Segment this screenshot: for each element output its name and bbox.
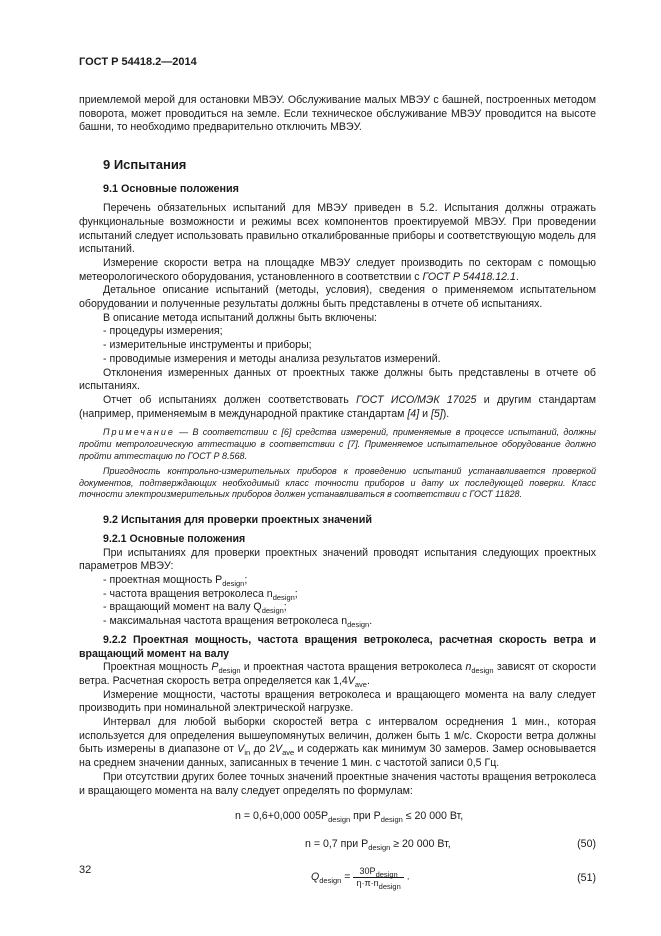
fraction: $\frac{30P_{design}}{\eta\cdot\pi\cdot n_{design}}$ bbox=[353, 866, 403, 889]
equation-number: (50) bbox=[577, 838, 596, 851]
section-9-1-title: 9.1 Основные положения bbox=[103, 183, 239, 196]
paragraph: Измерение скорости ветра на площадке МВЭУ следует производить по секторам с помощью метеорологического оборудования, установленного в соответствии с ГОСТ Р 54418.12.1. bbox=[79, 256, 596, 283]
formula-torque: $Q_{design}$ = $\frac{30P_{design}}{\eta\cdot\pi\cdot n_{design}}$ . bbox=[311, 866, 410, 892]
paragraph: При отсутствии других более точных значений проектные значения частоты вращения ветроколеса и вращающего момента на валу следует определять по формулам: bbox=[79, 770, 596, 797]
section-9-title: 9 Испытания bbox=[103, 157, 187, 173]
paragraph: Детальное описание испытаний (методы, условия), сведения о применяемом испытательном оборудовании и полученные результаты должны быть представлены в отчете об испытаниях. bbox=[79, 284, 596, 311]
equation-number: (51) bbox=[577, 872, 596, 885]
list-item: - вращающий момент на валу $Q_{design}$; bbox=[103, 601, 287, 616]
paragraph: Перечень обязательных испытаний для МВЭУ приведен в 5.2. Испытания должны отражать функциональные возможности и режимы всех компонентов проектируемой МВЭУ. При проведении испытаний следует использовать правильно откалиброванные приборы и соответствующую модель для испытаний. bbox=[79, 202, 596, 256]
paragraph: В описание метода испытаний должны быть включены: bbox=[103, 311, 378, 324]
formula-row bbox=[79, 810, 596, 832]
note: Пригодность контрольно-измерительных приборов к проведению испытаний устанавливается проверкой документов, подтверждающих необходимый класс точности приборов и дату их последующей поверки. Класс точности электроизмерительных приборов должен устанавливаться в соответствии с ГОСТ 11828. bbox=[79, 466, 596, 500]
note: Примечание — В соответствии с [6] средства измерений, применяемые в процессе испытаний, должны пройти метрологическую аттестацию в соответствии с [7]. Применяемое испытательное оборудование должно пройти аттестацию по ГОСТ Р 8.568. bbox=[79, 427, 596, 461]
document-code: ГОСТ Р 54418.2—2014 bbox=[79, 56, 197, 68]
section-9-2-1-title: 9.2.1 Основные положения bbox=[103, 532, 246, 545]
note-label: Примечание bbox=[103, 427, 175, 438]
paragraph: Отклонения измеренных данных от проектных также должны быть представлены в отчете об испытаниях. bbox=[79, 366, 596, 393]
section-9-2-title: 9.2 Испытания для проверки проектных значений bbox=[103, 513, 372, 526]
paragraph: Интервал для любой выборки скоростей ветра с интервалом осреднения 1 мин., которая используется для определения вышеупомянутых величин, должен быть 1 м/с. Скорости ветра должны быть измерены в диапазоне от $V_{in}$ до $2V_{ave}$ и содержать как минимум 30 замеров. Замер основывается на среднем значении данных, записанных в течение 1 мин. с частотой записи 0,5 Гц. bbox=[79, 716, 596, 770]
standard-reference: ГОСТ Р 54418.12.1 bbox=[422, 270, 516, 283]
section-9-2-2-title: 9.2.2 Проектная мощность, частота вращения ветроколеса, расчетная скорость ветра и вращающий момент на валу bbox=[79, 633, 596, 660]
list-item: - проводимые измерения и методы анализа результатов измерений. bbox=[103, 352, 441, 365]
page-content bbox=[79, 94, 596, 900]
list-item: - измерительные инструменты и приборы; bbox=[103, 339, 312, 352]
paragraph: При испытаниях для проверки проектных значений проводят испытания следующих проектных параметров МВЭУ: bbox=[79, 546, 596, 573]
formula-row bbox=[79, 838, 596, 860]
paragraph: Проектная мощность $P_{design}$ и проектная частота вращения ветроколеса $n_{design}$ зависят от скорости ветра. Расчетная скорость ветра определяется как $1,4V_{ave}$. bbox=[79, 661, 596, 690]
formula-row bbox=[79, 864, 596, 900]
list-item: - процедуры измерения; bbox=[103, 325, 223, 338]
list-item: - проектная мощность $P_{design}$; bbox=[103, 574, 248, 589]
page-number: 32 bbox=[79, 864, 92, 876]
standard-reference: ГОСТ ИСО/МЭК 17025 bbox=[356, 393, 477, 406]
list-item: - частота вращения ветроколеса $n_{design}$; bbox=[103, 587, 298, 602]
formula-n-low: n = 0,6+0,000 $005P_{design}$ при $P_{design} \le 20$ 000 Вт, bbox=[235, 810, 464, 825]
paragraph: Отчет об испытаниях должен соответствовать ГОСТ ИСО/МЭК 17025 и другим стандартам (например, применяемым в международной практике стандартам [4] и [5]). bbox=[79, 393, 596, 420]
list-item: - максимальная частота вращения ветроколеса $n_{design}$. bbox=[103, 615, 373, 630]
formula-n-high: n = 0,7 при $P_{design} \ge 20$ 000 Вт, bbox=[305, 838, 451, 853]
intro-paragraph: приемлемой мерой для остановки МВЭУ. Обслуживание малых МВЭУ с башней, построенных методом поворота, может проводиться на земле. Если техническое обслуживание МВЭУ проводится на высоте башни, то необходимо предварительно отключить МВЭУ. bbox=[79, 94, 596, 134]
paragraph: Измерение мощности, частоты вращения ветроколеса и вращающего момента на валу следует производить при номинальной электрической нагрузке. bbox=[79, 688, 596, 715]
